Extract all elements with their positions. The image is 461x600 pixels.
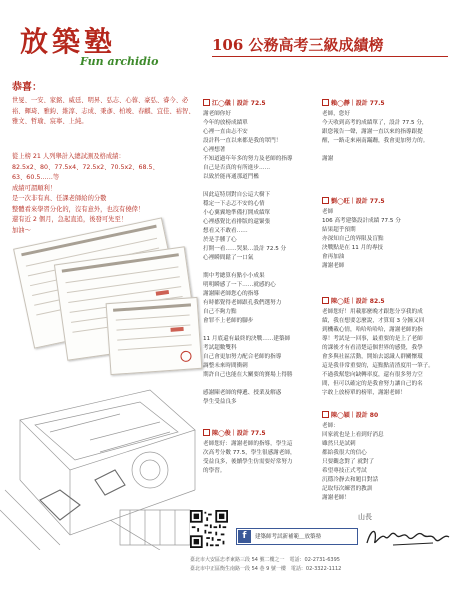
bullet-icon xyxy=(322,197,329,204)
review-block xyxy=(203,98,325,407)
address-line: 臺北市中正區衡生南路一段 54 巷 9 號一樓 電話：02-3322-1112 xyxy=(190,566,342,572)
review-text: 謝老師你好 今年的放榜成績單 心裡一直由忐不安 設計科一直以來都是我的罩門！ 心裡想著 不知道過年年多的努力及老師的指導 自己是否真的有所進步…… 以致於能再通那道門檻 因此這特別對自公這大樹下 穩定一下忐忑不安的心情 小心翼翼地準備打開成績單 心裡感覺比看排版的還緊張 想看又不敢看…… 於是手腫了心 打開一看……哭果…設計 72.5 分 心裡瞬間鬆了一口氣 期中考總算有點小小成果 明明瞬感了一下……就感的心 謝謝陳老師您心的指導 有時都覺得老師跟孔我們選努力 自己不夠力點 會罪不上老師的腳步 11 月底還有最終的決戰……建築師 考試超數雙科 自己會更加努力配合老師的指導 調整未來時間衝刺 期許自己也能在大關要的賽場上得勝 感謝陳老師的傳遞、授業及解惑 學生受益良多 xyxy=(203,111,293,405)
bullet-icon xyxy=(203,429,210,436)
review-text: 老師，您好 今天收到高考的成績單了，設計 77.5 分， 跟您報告一聲，謝謝一直以來的指導跟提 醒，一路走來兩南蹣跚，我會更加努力的。 謝謝 xyxy=(322,111,429,162)
review-text: 老師您好！用載那麼晚才跟您分享我的成 績，我在想要怎麼說，才算寫 3 分鐘又回 到機載心情，哈哈哈哈哈，謝謝老師的指 導！考試是一回事，最重要的是上了老師 的課後才有看清楚這個世界的感覺，我學 會多與社區活動，開始去認識人群關懷環 這是我非常重要的，這點點清渣度用一筆子。 不過我幫您向缺轉率度，還有很多努力空 間，但可以確定的是我會努力讓自己的名 字敢上放榜單的榜單，謝謝老師！ xyxy=(322,309,434,396)
review-author: 陳◯俊｜設計 77.5 xyxy=(212,430,266,437)
stats-line: 整體看來學習分化的，沒有意外，也沒有僥倖！ xyxy=(12,205,145,213)
bullet-icon xyxy=(322,411,329,418)
review-block xyxy=(322,98,458,164)
address-line: 臺北市大安區忠孝東路三段 54 號二樓之一 電話：02-2731-6395 xyxy=(190,557,340,563)
footer-address xyxy=(190,556,341,574)
review-block xyxy=(322,410,458,503)
review-text: 老師： 回家就也是上看到好消息 雖然只是試刺 都給我很大的信心 只要觀念對了 就對了 希望專技正式考試 沉穩冷靜去和題目對話 記取每次練習的教訓 謝謝老師！ xyxy=(322,423,384,501)
passer-names: 世旻、一安、家銘、威廷、明昇、弘志、心蓉、豪弘、睿今、必裕、輝琦、雅鈞、維淳、志成、秉彥、柏竣、春麒、宜佳、裕智、雅文、哲瑜、宸寧、上純。 xyxy=(12,97,195,125)
title-divider xyxy=(212,56,448,57)
signature-image xyxy=(363,523,453,551)
facebook-label: 建築師考試新補範＿放築塾 xyxy=(255,534,322,540)
review-block xyxy=(203,428,325,476)
signature-label: 山長 xyxy=(358,513,372,521)
certificate-image xyxy=(106,297,203,375)
congrats-heading: 恭喜： xyxy=(12,82,42,93)
facebook-icon: f xyxy=(238,530,251,543)
stats-line: 還有近 2 個月，急起直追，後發可先至！ xyxy=(12,216,128,223)
stats-line: 從上榜 21 人列舉計入總試測及格成績： xyxy=(12,153,125,160)
bullet-icon xyxy=(322,297,329,304)
bullet-icon xyxy=(322,99,329,106)
page-title: 106 公務高考三級成績榜 xyxy=(212,36,384,54)
review-block xyxy=(322,196,458,271)
bullet-icon xyxy=(203,99,210,106)
score-stats xyxy=(12,152,197,236)
review-author: 賴◯靜｜設計 77.5 xyxy=(331,100,385,107)
logo-text: 放築塾 xyxy=(20,25,117,58)
review-author: 江◯儀｜設計 72.5 xyxy=(212,100,266,107)
architecture-drawing xyxy=(0,360,200,550)
review-text: 老師您好：謝謝老師的指導，學生這 次高考分數 77.5，學生很感謝老師， 受益良多，後續學生仿需要好常努力 的學習。 xyxy=(203,441,296,474)
stats-line: 63、60.5……等 xyxy=(12,174,60,181)
stats-line: 82.5x2、80、77.5x4、72.5x2、70.5x2、68.5、 xyxy=(12,163,159,171)
review-author: 陳◯穎｜設計 80 xyxy=(331,412,379,419)
review-block xyxy=(322,296,458,398)
review-author: 劉◯旺｜設計 77.5 xyxy=(331,198,385,205)
review-author: 陳◯廷｜設計 82.5 xyxy=(331,298,385,305)
stats-line: 成績可謂順利！ xyxy=(12,184,57,192)
review-text: 老師 106 高考建築設計成績 77.5 分 結果超乎預期 亦深知自己的界限及盲點 決戰點是在 11 月的專技 會再加油 謝謝老師 xyxy=(322,209,401,269)
stats-line: 是一次非有真、任課老師給的分數 xyxy=(12,195,107,202)
qr-code-icon[interactable] xyxy=(190,510,228,548)
logo-subtitle: Fun archidio xyxy=(80,55,159,68)
stats-line: 加油～ xyxy=(12,226,31,234)
facebook-link[interactable] xyxy=(236,528,358,545)
